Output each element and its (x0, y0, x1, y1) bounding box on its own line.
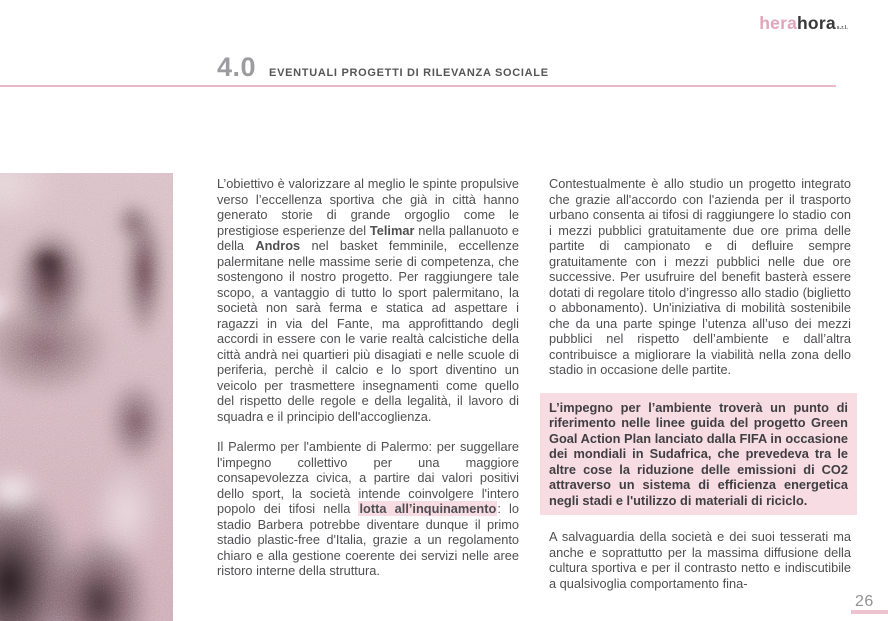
page-number-underline (851, 610, 888, 614)
photo-grain-texture (0, 173, 173, 621)
page-number: 26 (855, 593, 874, 610)
paragraph-environment: Il Palermo per l'ambiente di Palermo: per suggellare l'impegno collettivo per una maggiore consapevolezza civica, a partire dai valori positivi dello sport, la società intende coinvolgere l'intero popolo dei tifosi nella lotta all’inquinamento: lo stadio Barbera potrebbe diventare dunque il primo stadio plastic-free d'Italia, grazie a un regolamento chiaro e alla gestione coerente dei servizi nelle aree ristoro interne della struttura. (217, 439, 519, 578)
logo-text-hera: hera (759, 13, 798, 33)
section-number: 4.0 (217, 52, 257, 82)
crowd-photo (0, 173, 173, 621)
section-title: EVENTUALI PROGETTI DI RILEVANZA SOCIALE (269, 67, 549, 79)
logo-suffix: s.r.l. (836, 25, 848, 31)
highlight-callout-green-goal: L’impegno per l’ambiente troverà un punto di riferimento nelle linee guida del progetto Green Goal Action Plan lanciato dalla FIFA in occasione dei mondiali in Sudafrica, che prevedeva tra le altre cose la riduzione delle emissioni di CO2 attraverso un sistema di efficienza energetica negli stadi e l'utilizzo di materiali di riciclo. (540, 393, 857, 516)
paragraph-objective: L’obiettivo è valorizzare al meglio le spinte propulsive verso l’eccellenza sportiva che già in città hanno generato storie di grande orgoglio come le prestigiose esperienze del Telimar nella pallanuoto e della Andros nel basket femminile, eccellenze palermitane nelle massime serie di competenza, che sostengono il nostro progetto. Per raggiungere tale scopo, a vantaggio di tutto lo sport palermitano, la società non sarà ferma e statica ad aspettare i ragazzi in via del Fante, ma approfittando degli accordi in essere con le varie realtà calcistiche della città andrà nei quartieri più disagiati e nelle scuole di periferia, perchè il calcio e lo sport diventino un veicolo per trasmettere insegnamenti come quello del rispetto delle regole e della legalità, il lavoro di squadra e il principio dell'accoglienza. (217, 176, 519, 424)
text-column-right (549, 176, 851, 606)
logo-text-hora: hora (797, 13, 836, 33)
company-logo (759, 13, 848, 34)
text-column-left (217, 176, 519, 594)
paragraph-safeguard: A salvaguardia della società e dei suoi tesserati ma anche e soprattutto per la massima diffusione della cultura sportiva e per il contrasto netto e indiscutibile a qualsivoglia comportamento fina- (549, 529, 851, 591)
paragraph-transport: Contestualmente è allo studio un progetto integrato che grazie all'accordo con l'azienda per il trasporto urbano consenta ai tifosi di raggiungere lo stadio con i mezzi pubblici gratuitamente due ore prima delle partite di campionato e di defluire sempre gratuitamente con i mezzi pubblici nelle due ore successive. Per usufruire del benefit basterà essere dotati di regolare titolo d’ingresso allo stadio (biglietto o abbonamento). Un'iniziativa di mobilità sostenibile che da una parte spinge l’utenza all’uso dei mezzi pubblici nel rispetto dell’ambiente e dall’altra contribuisce a migliorare la viabilità nella zona dello stadio in occasione delle partite. (549, 176, 851, 377)
header-divider-line (0, 85, 836, 87)
section-header (217, 52, 549, 83)
